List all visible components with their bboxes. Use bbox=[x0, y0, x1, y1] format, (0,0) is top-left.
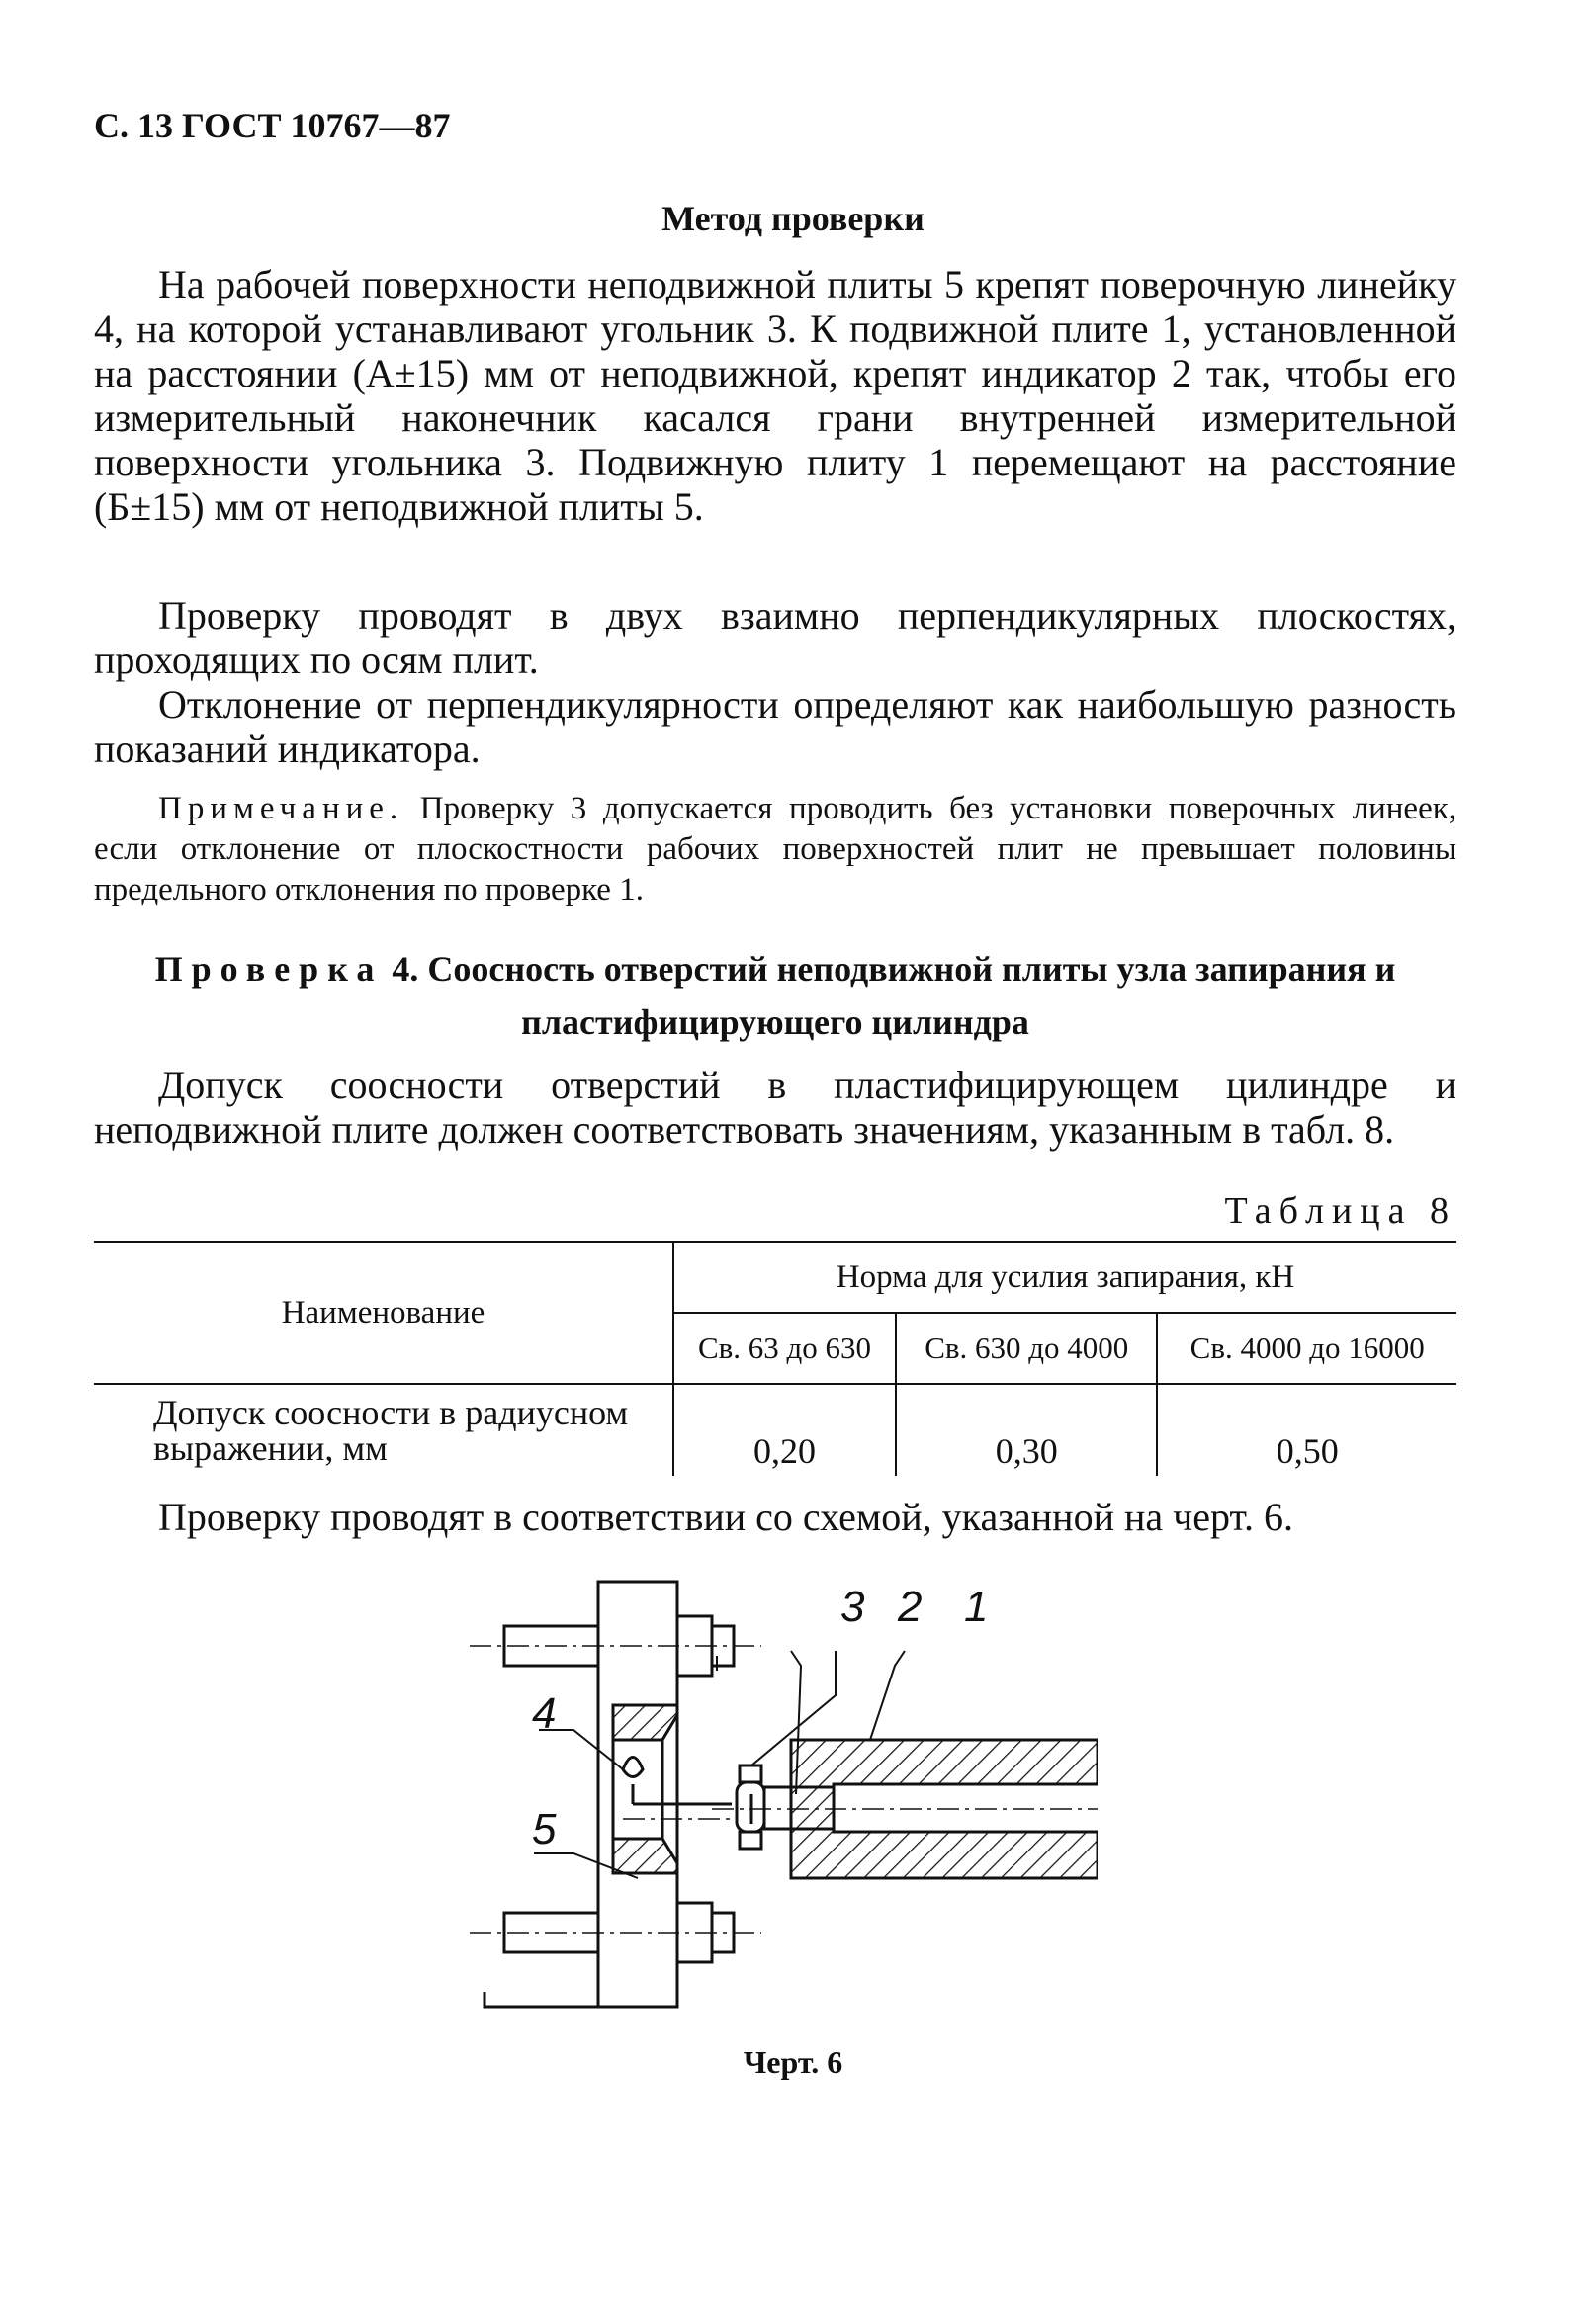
table-8-caption: Таблица 8 bbox=[1224, 1190, 1456, 1232]
paragraph-method-description: На рабочей поверхности неподвижной плиты 5 крепят поверочную линейку 4, на которой устанавливают угольник 3. К подвижной плите 1, установленной на расстоянии (А±15) мм от неподвижной, крепят индикатор 2 так, чтобы его измерительный наконечник касался грани внутренней измерительной поверхности угольника 3. Подвижную плиту 1 перемещают на расстояние (Б±15) мм от неподвижной плиты 5. bbox=[94, 262, 1456, 529]
paragraph-tolerance: Допуск соосности отверстий в пластифицирующем цилиндре и неподвижной плите должен соответствовать значениям, указанным в табл. 8. bbox=[94, 1063, 1456, 1152]
lower-rod-shape bbox=[470, 1903, 761, 1962]
table-subheader-2: Св. 630 до 4000 bbox=[896, 1313, 1157, 1384]
figure-caption: Черт. 6 bbox=[743, 2044, 843, 2080]
paragraph-check-planes: Проверку проводят в двух взаимно перпендикулярных плоскостях, проходящих по осям плит. bbox=[94, 593, 1456, 682]
moving-plate-shape bbox=[712, 1740, 1098, 1878]
label-2: 2 bbox=[898, 1583, 923, 1631]
note-text: Проверку 3 допускается проводить без установки поверочных линеек, если отклонение от плоскостности рабочих поверхностей плит не превышает половины предельного отклонения по проверке 1. bbox=[94, 791, 1457, 907]
table-8 bbox=[94, 1241, 1456, 1476]
table-cell-value-2: 0,30 bbox=[896, 1384, 1157, 1476]
scheme-drawing bbox=[465, 1572, 1098, 2026]
page-header: С. 13 ГОСТ 10767—87 bbox=[94, 106, 451, 145]
paragraph-deviation-definition: Отклонение от перпендикулярности определяют как наибольшую разность показаний индикатора. bbox=[94, 682, 1456, 771]
table-header-name: Наименование bbox=[94, 1242, 673, 1384]
label-4: 4 bbox=[532, 1689, 557, 1738]
method-title: Метод проверки bbox=[661, 199, 925, 238]
paragraph-scheme-reference: Проверку проводят в соответствии со схемой, указанной на черт. 6. bbox=[158, 1495, 1293, 1539]
table-cell-value-1: 0,20 bbox=[673, 1384, 896, 1476]
check-4-label: Проверка bbox=[154, 949, 384, 989]
table-cell-value-3: 0,50 bbox=[1157, 1384, 1456, 1476]
table-header-group: Норма для усилия запирания, кН bbox=[673, 1242, 1456, 1313]
check-4-title: 4. Соосность отверстий неподвижной плиты узла запирания и пластифицирующего цилиндра bbox=[392, 949, 1396, 1042]
check-4-heading bbox=[94, 942, 1456, 1049]
label-5: 5 bbox=[532, 1805, 557, 1853]
plate-bore-shape bbox=[613, 1705, 677, 1873]
table-subheader-3: Св. 4000 до 16000 bbox=[1157, 1313, 1456, 1384]
note-paragraph bbox=[94, 789, 1456, 910]
table-subheader-1: Св. 63 до 630 bbox=[673, 1313, 896, 1384]
note-label: Примечание. bbox=[158, 791, 404, 826]
table-cell-name: Допуск соосности в радиусном выражении, мм bbox=[153, 1393, 629, 1468]
label-3: 3 bbox=[840, 1583, 865, 1631]
table-row bbox=[94, 1384, 1456, 1476]
label-1: 1 bbox=[964, 1583, 989, 1631]
